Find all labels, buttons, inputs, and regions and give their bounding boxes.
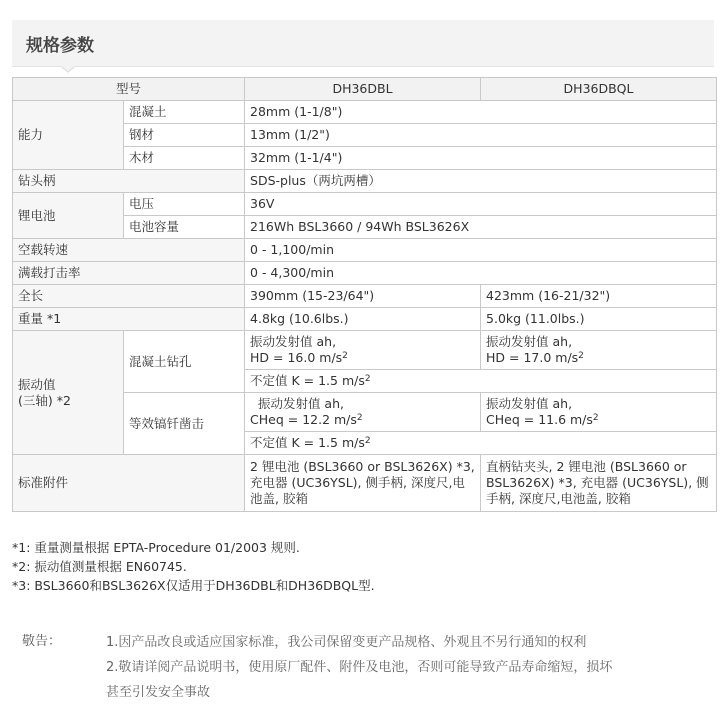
vibration-label-line: 振动值 (18, 376, 56, 392)
section-header (12, 20, 714, 67)
unit-exponent: 2 (578, 351, 584, 361)
table-header-row (13, 78, 717, 101)
row-label: 重量 *1 (13, 308, 245, 331)
table-row (13, 308, 717, 331)
accessories-line: BSL3626X) *3, 充电器 (UC36YSL), 侧 (486, 475, 709, 490)
vibration-value (481, 331, 717, 370)
uncertainty-value (245, 432, 717, 455)
accessories-value (481, 455, 717, 512)
table-row (13, 262, 717, 285)
footnotes (12, 538, 375, 595)
warning-label: 敬告： (22, 634, 62, 649)
accessories-line: 池盖, 胶箱 (250, 491, 308, 506)
table-row (13, 285, 717, 308)
row-label: 空载转速 (13, 239, 245, 262)
section-title: 规格参数 (26, 36, 94, 56)
row-value: 390mm (15-23/64") (245, 285, 481, 308)
vibration-mode-label: 等效镐钎凿击 (124, 393, 245, 455)
warning-text (106, 630, 676, 705)
unit-exponent: 2 (356, 413, 363, 423)
model-label: 型号 (13, 78, 245, 101)
row-value: 28mm (1-1/8") (245, 101, 717, 124)
row-label: 电池容量 (124, 216, 245, 239)
spec-table (12, 77, 717, 512)
vibration-line: HD = 16.0 m/s (250, 350, 343, 365)
row-value: SDS-plus（两坑两槽） (245, 170, 717, 193)
uncertainty-text: 不定值 K = 1.5 m/s (250, 373, 365, 388)
vibration-line: 振动发射值 ah, (250, 334, 337, 349)
warning-line: 甚至引发安全事故 (106, 685, 211, 700)
header-notch (60, 66, 76, 73)
vibration-mode-label: 混凝土钻孔 (124, 331, 245, 393)
vibration-line: HD = 17.0 m/s (486, 350, 579, 365)
row-value: 13mm (1/2") (245, 124, 717, 147)
row-value: 423mm (16-21/32") (481, 285, 717, 308)
unit-exponent: 2 (364, 436, 371, 446)
accessories-line: 直柄钻夹头, 2 锂电池 (BSL3660 or (486, 459, 687, 474)
footnote: *3: BSL3660和BSL3626X仅适用于DH36DBL和DH36DBQL型. (12, 578, 375, 593)
row-label: 混凝土 (124, 101, 245, 124)
unit-exponent: 2 (364, 374, 371, 384)
vibration-line: CHeq = 12.2 m/s (250, 412, 357, 427)
accessories-line: 2 锂电池 (BSL3660 or BSL3626X) *3, (250, 459, 475, 474)
accessories-value (245, 455, 481, 512)
row-label: 钢材 (124, 124, 245, 147)
vibration-line: 振动发射值 ah, (250, 396, 344, 411)
unit-exponent: 2 (342, 351, 348, 361)
footnote: *2: 振动值测量根据 EN60745. (12, 559, 187, 574)
vibration-line: 振动发射值 ah, (486, 396, 573, 411)
row-value: 0 - 1,100/min (245, 239, 717, 262)
row-label: 满载打击率 (13, 262, 245, 285)
table-row (13, 170, 717, 193)
row-label: 木材 (124, 147, 245, 170)
table-row (13, 101, 717, 124)
row-label: 全长 (13, 285, 245, 308)
model-name: DH36DBL (245, 78, 481, 101)
warning-line: 1.因产品改良或适应国家标准，我公司保留变更产品规格、外观且不另行通知的权利 (106, 635, 587, 650)
row-value: 216Wh BSL3660 / 94Wh BSL3626X (245, 216, 717, 239)
battery-label: 锂电池 (13, 193, 124, 239)
accessories-line: 手柄, 深度尺,电池盖, 胶箱 (486, 491, 631, 506)
table-row (13, 239, 717, 262)
row-label: 标准附件 (13, 455, 245, 512)
row-value: 4.8kg (10.6lbs.) (245, 308, 481, 331)
warning-line: 2.敬请详阅产品说明书，使用原厂配件、附件及电池，否则可能导致产品寿命缩短，损坏 (106, 660, 613, 675)
model-name: DH36DBQL (481, 78, 717, 101)
row-value: 0 - 4,300/min (245, 262, 717, 285)
row-value: 32mm (1-1/4") (245, 147, 717, 170)
vibration-label-line: (三轴) *2 (18, 392, 71, 408)
uncertainty-value (245, 370, 717, 393)
accessories-line: 充电器 (UC36YSL), 侧手柄, 深度尺,电 (250, 475, 465, 490)
footnote: *1: 重量测量根据 EPTA-Procedure 01/2003 规则. (12, 540, 300, 555)
row-label: 钻头柄 (13, 170, 245, 193)
vibration-line: 振动发射值 ah, (486, 334, 573, 349)
vibration-value (481, 393, 717, 432)
vibration-value (245, 393, 481, 432)
vibration-label (13, 331, 124, 455)
unit-exponent: 2 (592, 413, 599, 423)
capacity-label: 能力 (13, 101, 124, 170)
row-label: 电压 (124, 193, 245, 216)
vibration-line: CHeq = 11.6 m/s (486, 412, 593, 427)
row-value: 36V (245, 193, 717, 216)
uncertainty-text: 不定值 K = 1.5 m/s (250, 435, 365, 450)
row-value: 5.0kg (11.0lbs.) (481, 308, 717, 331)
table-row (13, 331, 717, 370)
table-row (13, 455, 717, 512)
vibration-value (245, 331, 481, 370)
table-row (13, 193, 717, 216)
